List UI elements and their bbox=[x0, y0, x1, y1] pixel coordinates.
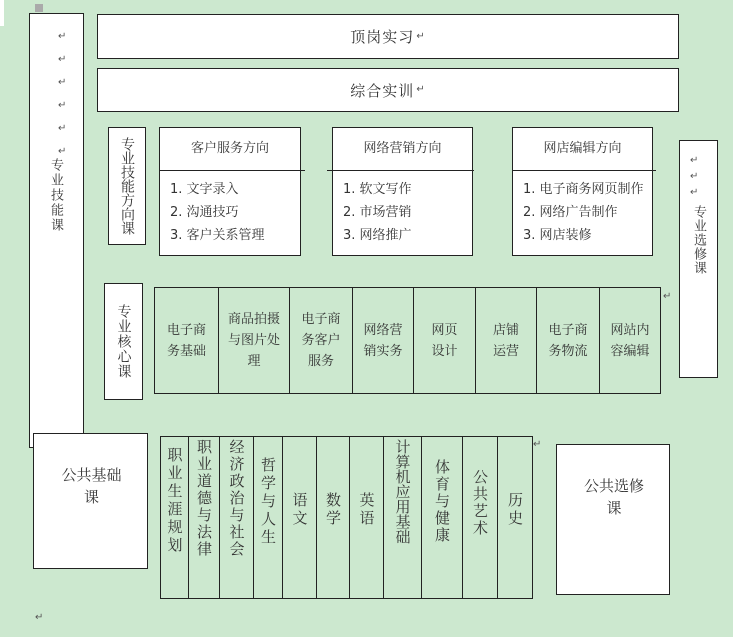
public-course-name: 英语 bbox=[357, 492, 376, 528]
core-course-name: 电子商务客户服务 bbox=[301, 312, 341, 369]
core-label-box bbox=[104, 283, 143, 400]
direction-items bbox=[160, 178, 265, 247]
paragraph-mark: ↵ bbox=[35, 612, 44, 623]
list-item: 3. 客户关系管理 bbox=[170, 228, 265, 243]
list-item: 3. 网络推广 bbox=[343, 228, 412, 243]
paragraph-marks-left: ↵ ↵ ↵ ↵ ↵ ↵ bbox=[58, 31, 67, 157]
list-item: 3. 网店装修 bbox=[523, 228, 592, 243]
professional-elective-label: 专业选修课 bbox=[691, 205, 706, 275]
core-course-name: 网络营销实务 bbox=[363, 322, 403, 359]
skill-direction-label-box bbox=[108, 127, 146, 245]
public-course-name: 经济政治与社会 bbox=[227, 439, 246, 558]
comprehensive-training-banner-text: 综合实训 bbox=[350, 81, 415, 100]
list-item: 1. 电子商务网页制作 bbox=[523, 182, 644, 197]
skill-direction-label: 专业技能方向课 bbox=[119, 137, 135, 235]
public-course-cell bbox=[317, 437, 349, 598]
internship-banner-text: 顶岗实习 bbox=[350, 28, 415, 46]
list-item: 1. 文字录入 bbox=[170, 182, 239, 197]
public-course-name: 体育与健康 bbox=[433, 459, 451, 544]
public-course-cell bbox=[498, 437, 532, 598]
public-course-cell bbox=[254, 437, 282, 598]
core-course-cell bbox=[476, 288, 536, 393]
core-course-cell bbox=[290, 288, 352, 393]
professional-skill-label: 专业技能课 bbox=[48, 158, 63, 233]
left-edge-strip bbox=[0, 0, 4, 26]
core-course-cell bbox=[537, 288, 599, 393]
list-item: 1. 软文写作 bbox=[343, 182, 412, 197]
list-item: 2. 网络广告制作 bbox=[523, 205, 618, 220]
direction-items bbox=[513, 178, 644, 247]
direction-network-marketing bbox=[332, 127, 473, 256]
internship-banner: 顶岗实习 ↵ bbox=[97, 14, 679, 59]
public-course-name: 职业道德与法律 bbox=[195, 439, 213, 558]
public-course-cell bbox=[220, 437, 253, 598]
core-course-cell bbox=[219, 288, 289, 393]
core-course-cell bbox=[155, 288, 218, 393]
core-label: 专业核心课 bbox=[115, 304, 132, 379]
public-course-name: 公共艺术 bbox=[471, 469, 489, 537]
direction-title: 网店编辑方向 bbox=[543, 140, 622, 156]
core-course-cell bbox=[600, 288, 660, 393]
paragraph-mark: ↵ bbox=[533, 439, 542, 450]
public-course-name: 哲学与人生 bbox=[259, 457, 277, 547]
public-courses-table bbox=[160, 436, 533, 599]
core-course-name: 店铺运营 bbox=[492, 322, 519, 359]
core-courses-table bbox=[154, 287, 661, 394]
public-basic-text: 公共基础课 bbox=[61, 466, 122, 506]
public-course-cell bbox=[189, 437, 219, 598]
public-course-cell bbox=[422, 437, 462, 598]
direction-title: 网络营销方向 bbox=[363, 140, 442, 156]
direction-store-editing bbox=[512, 127, 653, 256]
direction-title: 客户服务方向 bbox=[190, 140, 269, 156]
comprehensive-training-banner: 综合实训 ↵ bbox=[97, 68, 679, 112]
public-elective-label bbox=[557, 475, 671, 519]
public-course-name: 语文 bbox=[290, 492, 309, 528]
paragraph-mark: ↵ bbox=[663, 291, 672, 302]
core-course-cell bbox=[414, 288, 475, 393]
public-basic-box bbox=[33, 433, 148, 569]
public-elective-text: 公共选修课 bbox=[583, 477, 644, 517]
core-course-name: 网页设计 bbox=[431, 322, 458, 359]
professional-elective-box: ↵ ↵ ↵ 专业选修课 bbox=[679, 140, 718, 378]
direction-items bbox=[333, 178, 412, 247]
core-course-name: 电子商务物流 bbox=[548, 322, 588, 359]
public-course-name: 职业生涯规划 bbox=[165, 447, 184, 555]
public-course-name: 历史 bbox=[506, 492, 524, 528]
public-course-cell bbox=[463, 437, 497, 598]
public-course-cell bbox=[283, 437, 316, 598]
core-course-cell bbox=[353, 288, 413, 393]
public-course-cell bbox=[384, 437, 421, 598]
core-course-name: 商品拍摄与图片处理 bbox=[227, 312, 280, 369]
public-course-cell bbox=[350, 437, 383, 598]
public-course-name: 计算机应用基础 bbox=[393, 439, 412, 544]
public-course-name: 数学 bbox=[324, 492, 342, 528]
public-course-cell bbox=[161, 437, 188, 598]
public-basic-label bbox=[34, 464, 149, 508]
direction-customer-service bbox=[159, 127, 301, 256]
corner-marker bbox=[35, 4, 43, 12]
public-elective-box bbox=[556, 444, 670, 595]
list-item: 2. 市场营销 bbox=[343, 205, 412, 220]
list-item: 2. 沟通技巧 bbox=[170, 205, 239, 220]
core-course-name: 电子商务基础 bbox=[166, 322, 206, 359]
core-course-name: 网站内容编辑 bbox=[610, 322, 650, 359]
